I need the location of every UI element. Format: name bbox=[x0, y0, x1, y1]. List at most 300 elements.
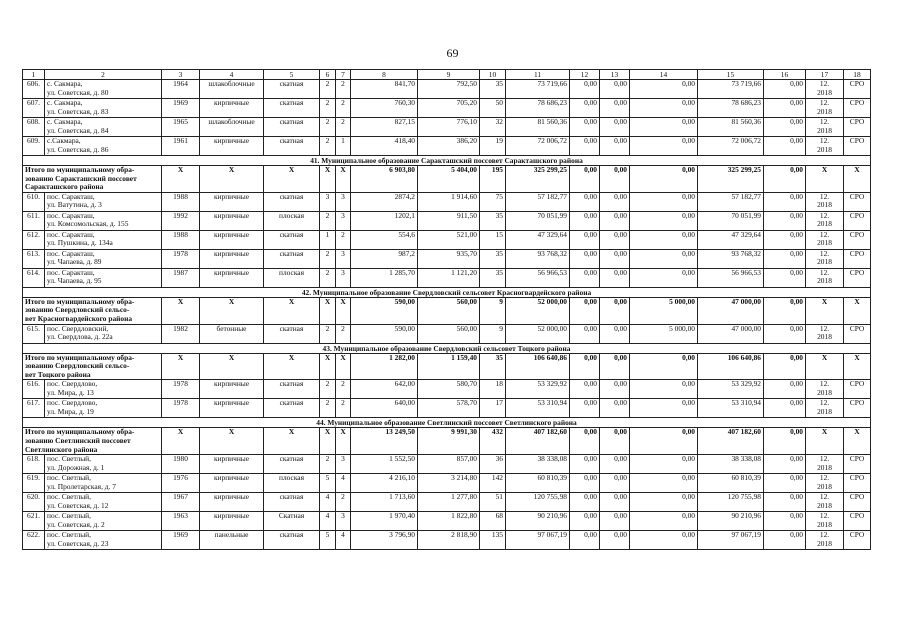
numeric-value: 0,00 bbox=[570, 474, 600, 493]
numeric-value: 1 713,60 bbox=[351, 493, 418, 512]
row-number: 607. bbox=[23, 99, 45, 118]
address-street: ул. Дорожная, д. 1 bbox=[47, 462, 105, 472]
address bbox=[45, 380, 162, 399]
year-built: 1980 bbox=[162, 455, 200, 474]
x-mark: X bbox=[806, 166, 844, 193]
column-number: 11 bbox=[506, 70, 570, 80]
column-number: 6 bbox=[320, 70, 336, 80]
numeric-value: 0,00 bbox=[764, 531, 806, 550]
entrances: 4 bbox=[336, 474, 351, 493]
address-street: ул. Пролетарская, д. 7 bbox=[47, 481, 116, 491]
numeric-value: 580,70 bbox=[418, 380, 480, 399]
numeric-value: 72 006,72 bbox=[698, 137, 764, 156]
address-street: ул. Советская, д. 2 bbox=[47, 519, 105, 529]
x-mark: X bbox=[336, 166, 351, 193]
deadline-year: 2018 bbox=[817, 406, 832, 416]
total-label bbox=[23, 353, 162, 380]
floors: 2 bbox=[320, 324, 336, 343]
numeric-value: 0,00 bbox=[764, 99, 806, 118]
numeric-value: 0,00 bbox=[600, 380, 630, 399]
year-built: 1963 bbox=[162, 512, 200, 531]
address-street: ул. Советская, д. 23 bbox=[47, 538, 109, 548]
row-number: 610. bbox=[23, 192, 45, 211]
roof-type: плоская bbox=[264, 474, 320, 493]
address-locality: пос. Саракташ, bbox=[47, 211, 95, 220]
numeric-value: 0,00 bbox=[630, 493, 698, 512]
table-row bbox=[23, 99, 871, 118]
numeric-value: 0,00 bbox=[570, 512, 600, 531]
floors: 4 bbox=[320, 493, 336, 512]
floors: 2 bbox=[320, 99, 336, 118]
roof-type: плоская bbox=[264, 268, 320, 287]
total-value: 325 299,25 bbox=[698, 166, 764, 193]
row-number: 606. bbox=[23, 80, 45, 99]
numeric-value: 0,00 bbox=[570, 493, 600, 512]
method: СРО bbox=[844, 399, 871, 418]
numeric-value: 857,00 bbox=[418, 455, 480, 474]
numeric-value: 0,00 bbox=[570, 455, 600, 474]
total-value: 0,00 bbox=[570, 353, 600, 380]
total-value: 590,00 bbox=[351, 297, 418, 324]
roof-type: Скатная bbox=[264, 512, 320, 531]
numeric-value: 560,00 bbox=[418, 324, 480, 343]
numeric-value: 18 bbox=[480, 380, 506, 399]
table-row bbox=[23, 455, 871, 474]
numeric-value: 5 000,00 bbox=[630, 324, 698, 343]
numeric-value: 1 552,50 bbox=[351, 455, 418, 474]
numeric-value: 50 bbox=[480, 99, 506, 118]
numeric-value: 0,00 bbox=[600, 455, 630, 474]
total-label-line: вет Красногвардейского района bbox=[25, 313, 133, 323]
numeric-value: 0,00 bbox=[600, 211, 630, 230]
numeric-value: 53 310,94 bbox=[698, 399, 764, 418]
total-value: 407 182,60 bbox=[698, 428, 764, 455]
table-row bbox=[23, 531, 871, 550]
address-street: ул. Пушкина, д. 134а bbox=[47, 238, 113, 248]
numeric-value: 0,00 bbox=[600, 399, 630, 418]
address-locality: пос. Свердлово, bbox=[47, 398, 98, 408]
total-value: 0,00 bbox=[570, 428, 600, 455]
total-value: 1 159,40 bbox=[418, 353, 480, 380]
row-number: 611. bbox=[23, 211, 45, 230]
numeric-value: 0,00 bbox=[600, 192, 630, 211]
numeric-value: 78 686,23 bbox=[698, 99, 764, 118]
numeric-value: 19 bbox=[480, 137, 506, 156]
total-label-line: зованию Свердловский сельсо- bbox=[25, 361, 130, 371]
numeric-value: 35 bbox=[480, 249, 506, 268]
numeric-value: 760,30 bbox=[351, 99, 418, 118]
x-mark: X bbox=[806, 428, 844, 455]
roof-type: скатная bbox=[264, 192, 320, 211]
column-number: 17 bbox=[806, 70, 844, 80]
row-number: 612. bbox=[23, 230, 45, 249]
deadline-year: 2018 bbox=[817, 200, 832, 210]
total-value: 0,00 bbox=[764, 297, 806, 324]
numeric-value: 521,00 bbox=[418, 230, 480, 249]
deadline-year: 2018 bbox=[817, 125, 832, 135]
x-mark: X bbox=[336, 297, 351, 324]
x-mark: X bbox=[200, 166, 264, 193]
entrances: 2 bbox=[336, 399, 351, 418]
entrances: 2 bbox=[336, 493, 351, 512]
total-label-line: зованию Свердловский сельсо- bbox=[25, 305, 130, 315]
section-heading-row bbox=[23, 418, 871, 428]
wall-material: кирпичные bbox=[200, 512, 264, 531]
deadline-month: 12. bbox=[819, 192, 830, 201]
total-value: 0,00 bbox=[630, 353, 698, 380]
numeric-value: 120 755,98 bbox=[698, 493, 764, 512]
method: СРО bbox=[844, 249, 871, 268]
numeric-value: 2874,2 bbox=[351, 192, 418, 211]
address bbox=[45, 493, 162, 512]
table-row bbox=[23, 118, 871, 137]
total-value: 0,00 bbox=[630, 428, 698, 455]
roof-type: скатная bbox=[264, 531, 320, 550]
address-locality: с. Сакмара, bbox=[47, 117, 83, 126]
total-value: 47 000,00 bbox=[698, 297, 764, 324]
numeric-value: 0,00 bbox=[764, 380, 806, 399]
floors: 2 bbox=[320, 211, 336, 230]
numeric-value: 0,00 bbox=[764, 474, 806, 493]
floors: 5 bbox=[320, 474, 336, 493]
table-row bbox=[23, 399, 871, 418]
total-value: 1 282,00 bbox=[351, 353, 418, 380]
row-number: 621. bbox=[23, 512, 45, 531]
row-number: 615. bbox=[23, 324, 45, 343]
deadline bbox=[806, 380, 844, 399]
year-built: 1961 bbox=[162, 137, 200, 156]
deadline bbox=[806, 192, 844, 211]
total-label-line: Итого по муниципальному обра- bbox=[25, 353, 135, 362]
method: СРО bbox=[844, 474, 871, 493]
deadline-month: 12. bbox=[819, 530, 830, 540]
x-mark: X bbox=[264, 428, 320, 455]
method: СРО bbox=[844, 493, 871, 512]
section-heading-row bbox=[23, 156, 871, 166]
total-value: 407 182,60 bbox=[506, 428, 570, 455]
row-number: 614. bbox=[23, 268, 45, 287]
deadline-year: 2018 bbox=[817, 106, 832, 116]
section-title: 42. Муниципальное образование Свердловский сельсовет Красногвардейского района bbox=[23, 287, 871, 297]
total-row bbox=[23, 353, 871, 380]
numeric-value: 78 686,23 bbox=[506, 99, 570, 118]
column-number: 7 bbox=[336, 70, 351, 80]
numeric-value: 0,00 bbox=[630, 192, 698, 211]
column-number: 5 bbox=[264, 70, 320, 80]
numeric-value: 418,40 bbox=[351, 137, 418, 156]
deadline bbox=[806, 493, 844, 512]
numeric-value: 0,00 bbox=[570, 211, 600, 230]
entrances: 3 bbox=[336, 512, 351, 531]
total-value: 560,00 bbox=[418, 297, 480, 324]
entrances: 2 bbox=[336, 380, 351, 399]
x-mark: X bbox=[264, 353, 320, 380]
total-label-line: зованию Саракташский поссовет bbox=[25, 173, 137, 183]
numeric-value: 554,6 bbox=[351, 230, 418, 249]
year-built: 1976 bbox=[162, 474, 200, 493]
numeric-value: 0,00 bbox=[600, 249, 630, 268]
total-label-line: Итого по муниципальному обра- bbox=[25, 427, 135, 437]
wall-material: шлакоблочные bbox=[200, 80, 264, 99]
numeric-value: 53 329,92 bbox=[506, 380, 570, 399]
numeric-value: 93 768,32 bbox=[506, 249, 570, 268]
deadline bbox=[806, 211, 844, 230]
entrances: 2 bbox=[336, 324, 351, 343]
address bbox=[45, 455, 162, 474]
method: СРО bbox=[844, 99, 871, 118]
numeric-value: 0,00 bbox=[570, 137, 600, 156]
table-row bbox=[23, 137, 871, 156]
wall-material: кирпичные bbox=[200, 493, 264, 512]
deadline-year: 2018 bbox=[817, 519, 832, 529]
total-value: 9 991,30 bbox=[418, 428, 480, 455]
x-mark: X bbox=[844, 297, 871, 324]
roof-type: скатная bbox=[264, 399, 320, 418]
numeric-value: 0,00 bbox=[600, 137, 630, 156]
numeric-value: 0,00 bbox=[764, 512, 806, 531]
total-value: 0,00 bbox=[600, 166, 630, 193]
address-locality: пос. Саракташ, bbox=[47, 268, 95, 277]
wall-material: кирпичные bbox=[200, 230, 264, 249]
deadline-month: 12. bbox=[819, 79, 830, 88]
method: СРО bbox=[844, 324, 871, 343]
numeric-value: 827,15 bbox=[351, 118, 418, 137]
total-value: 325 299,25 bbox=[506, 166, 570, 193]
method: СРО bbox=[844, 230, 871, 249]
numeric-value: 0,00 bbox=[570, 380, 600, 399]
numeric-value: 0,00 bbox=[764, 80, 806, 99]
numeric-value: 0,00 bbox=[570, 399, 600, 418]
floors: 2 bbox=[320, 80, 336, 99]
numeric-value: 1202,1 bbox=[351, 211, 418, 230]
year-built: 1978 bbox=[162, 380, 200, 399]
address-street: ул. Мира, д. 13 bbox=[47, 387, 94, 397]
x-mark: X bbox=[162, 428, 200, 455]
numeric-value: 2 818,90 bbox=[418, 531, 480, 550]
section-title: 44. Муниципальное образование Светлинский поссовет Светлинского района bbox=[23, 418, 871, 428]
address-street: ул. Советская, д. 84 bbox=[47, 125, 109, 135]
total-value: 35 bbox=[480, 353, 506, 380]
numeric-value: 0,00 bbox=[570, 324, 600, 343]
address bbox=[45, 512, 162, 531]
numeric-value: 987,2 bbox=[351, 249, 418, 268]
table-row bbox=[23, 493, 871, 512]
numeric-value: 0,00 bbox=[764, 399, 806, 418]
method: СРО bbox=[844, 80, 871, 99]
wall-material: кирпичные bbox=[200, 99, 264, 118]
method: СРО bbox=[844, 455, 871, 474]
row-number: 616. bbox=[23, 380, 45, 399]
numeric-value: 0,00 bbox=[630, 474, 698, 493]
wall-material: кирпичные bbox=[200, 192, 264, 211]
numeric-value: 90 210,96 bbox=[698, 512, 764, 531]
numeric-value: 0,00 bbox=[630, 268, 698, 287]
deadline-year: 2018 bbox=[817, 538, 832, 548]
numeric-value: 0,00 bbox=[630, 99, 698, 118]
numeric-value: 73 719,66 bbox=[506, 80, 570, 99]
deadline bbox=[806, 455, 844, 474]
address-street: ул. Советская, д. 80 bbox=[47, 87, 109, 97]
roof-type: скатная bbox=[264, 118, 320, 137]
deadline bbox=[806, 531, 844, 550]
deadline bbox=[806, 324, 844, 343]
deadline-year: 2018 bbox=[817, 500, 832, 510]
column-number: 4 bbox=[200, 70, 264, 80]
deadline bbox=[806, 99, 844, 118]
numeric-value: 0,00 bbox=[600, 118, 630, 137]
numeric-value: 75 bbox=[480, 192, 506, 211]
column-number: 8 bbox=[351, 70, 418, 80]
address-locality: пос. Саракташ, bbox=[47, 249, 95, 258]
entrances: 1 bbox=[336, 137, 351, 156]
x-mark: X bbox=[200, 428, 264, 455]
column-number: 3 bbox=[162, 70, 200, 80]
deadline-year: 2018 bbox=[817, 257, 832, 267]
numeric-value: 1 914,60 bbox=[418, 192, 480, 211]
total-value: 0,00 bbox=[600, 297, 630, 324]
numeric-value: 142 bbox=[480, 474, 506, 493]
numeric-value: 60 810,39 bbox=[506, 474, 570, 493]
wall-material: кирпичные bbox=[200, 211, 264, 230]
roof-type: плоская bbox=[264, 211, 320, 230]
numeric-value: 70 051,99 bbox=[506, 211, 570, 230]
numeric-value: 1 285,70 bbox=[351, 268, 418, 287]
address-locality: пос. Светлый, bbox=[47, 473, 91, 483]
roof-type: скатная bbox=[264, 324, 320, 343]
deadline-month: 12. bbox=[819, 324, 830, 333]
year-built: 1982 bbox=[162, 324, 200, 343]
row-number: 619. bbox=[23, 474, 45, 493]
wall-material: кирпичные bbox=[200, 268, 264, 287]
numeric-value: 590,00 bbox=[351, 324, 418, 343]
year-built: 1992 bbox=[162, 211, 200, 230]
numeric-value: 0,00 bbox=[600, 493, 630, 512]
total-label-line: Итого по муниципальному обра- bbox=[25, 297, 135, 306]
section-title: 41. Муниципальное образование Саракташский поссовет Саракташского района bbox=[23, 156, 871, 166]
numeric-value: 0,00 bbox=[630, 137, 698, 156]
entrances: 2 bbox=[336, 230, 351, 249]
numeric-value: 0,00 bbox=[764, 118, 806, 137]
deadline bbox=[806, 512, 844, 531]
numeric-value: 0,00 bbox=[600, 512, 630, 531]
roof-type: скатная bbox=[264, 493, 320, 512]
roof-type: скатная bbox=[264, 99, 320, 118]
total-value: 0,00 bbox=[600, 353, 630, 380]
numeric-value: 3 796,90 bbox=[351, 531, 418, 550]
total-value: 432 bbox=[480, 428, 506, 455]
table-row bbox=[23, 512, 871, 531]
address-locality: с.Сакмара, bbox=[47, 136, 81, 145]
numeric-value: 56 966,53 bbox=[506, 268, 570, 287]
numeric-value: 0,00 bbox=[764, 455, 806, 474]
entrances: 3 bbox=[336, 211, 351, 230]
deadline-month: 12. bbox=[819, 379, 830, 389]
total-value: 9 bbox=[480, 297, 506, 324]
numeric-value: 0,00 bbox=[600, 531, 630, 550]
floors: 2 bbox=[320, 380, 336, 399]
numeric-value: 0,00 bbox=[570, 192, 600, 211]
address bbox=[45, 324, 162, 343]
column-number: 9 bbox=[418, 70, 480, 80]
numeric-value: 36 bbox=[480, 455, 506, 474]
section-heading-row bbox=[23, 343, 871, 353]
entrances: 2 bbox=[336, 80, 351, 99]
x-mark: X bbox=[320, 166, 336, 193]
deadline bbox=[806, 137, 844, 156]
column-number-row bbox=[23, 70, 871, 80]
deadline bbox=[806, 399, 844, 418]
numeric-value: 60 810,39 bbox=[698, 474, 764, 493]
numeric-value: 0,00 bbox=[630, 118, 698, 137]
numeric-value: 73 719,66 bbox=[698, 80, 764, 99]
numeric-value: 642,00 bbox=[351, 380, 418, 399]
address-locality: пос. Светлый, bbox=[47, 530, 91, 540]
numeric-value: 4 216,10 bbox=[351, 474, 418, 493]
deadline-year: 2018 bbox=[817, 332, 832, 342]
wall-material: бетонные bbox=[200, 324, 264, 343]
total-label bbox=[23, 166, 162, 193]
row-number: 618. bbox=[23, 455, 45, 474]
row-number: 608. bbox=[23, 118, 45, 137]
numeric-value: 0,00 bbox=[600, 268, 630, 287]
deadline-year: 2018 bbox=[817, 219, 832, 229]
address bbox=[45, 118, 162, 137]
x-mark: X bbox=[320, 353, 336, 380]
address bbox=[45, 249, 162, 268]
deadline-month: 12. bbox=[819, 136, 830, 145]
x-mark: X bbox=[806, 297, 844, 324]
numeric-value: 792,50 bbox=[418, 80, 480, 99]
numeric-value: 911,50 bbox=[418, 211, 480, 230]
numeric-value: 38 338,08 bbox=[506, 455, 570, 474]
x-mark: X bbox=[200, 353, 264, 380]
numeric-value: 120 755,98 bbox=[506, 493, 570, 512]
table-row bbox=[23, 380, 871, 399]
deadline bbox=[806, 80, 844, 99]
method: СРО bbox=[844, 137, 871, 156]
numeric-value: 0,00 bbox=[764, 230, 806, 249]
numeric-value: 3 214,80 bbox=[418, 474, 480, 493]
table-row bbox=[23, 474, 871, 493]
floors: 2 bbox=[320, 118, 336, 137]
address bbox=[45, 192, 162, 211]
numeric-value: 90 210,96 bbox=[506, 512, 570, 531]
numeric-value: 68 bbox=[480, 512, 506, 531]
method: СРО bbox=[844, 211, 871, 230]
deadline-year: 2018 bbox=[817, 238, 832, 248]
numeric-value: 35 bbox=[480, 80, 506, 99]
numeric-value: 640,00 bbox=[351, 399, 418, 418]
address-street: ул. Мира, д. 19 bbox=[47, 406, 94, 416]
year-built: 1988 bbox=[162, 230, 200, 249]
numeric-value: 0,00 bbox=[570, 80, 600, 99]
numeric-value: 47 329,64 bbox=[506, 230, 570, 249]
deadline-year: 2018 bbox=[817, 481, 832, 491]
numeric-value: 17 bbox=[480, 399, 506, 418]
deadline bbox=[806, 118, 844, 137]
total-label bbox=[23, 297, 162, 324]
table-row bbox=[23, 268, 871, 287]
numeric-value: 1 970,40 bbox=[351, 512, 418, 531]
floors: 2 bbox=[320, 268, 336, 287]
numeric-value: 81 560,36 bbox=[698, 118, 764, 137]
numeric-value: 0,00 bbox=[570, 268, 600, 287]
address-street: ул. Комсомольская, д. 155 bbox=[47, 219, 129, 229]
total-value: 5 404,00 bbox=[418, 166, 480, 193]
address-locality: с. Сакмара, bbox=[47, 79, 83, 88]
x-mark: X bbox=[336, 353, 351, 380]
numeric-value: 776,10 bbox=[418, 118, 480, 137]
